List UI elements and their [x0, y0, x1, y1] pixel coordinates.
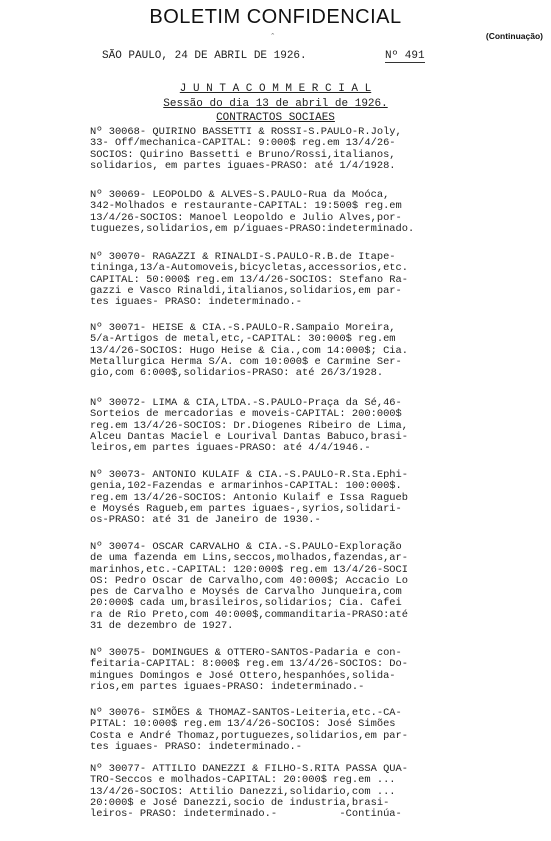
entry-line: e Moysés Ragueb,em partes iguaes-,syrios,solidari-	[90, 502, 402, 515]
entry-line: Nº 30069- LEOPOLDO & ALVES-S.PAULO-Rua da Moóca,	[90, 189, 390, 201]
entry-line: 342-Molhados e restaurante-CAPITAL: 19:500$ reg.em	[90, 200, 402, 213]
entry-line: gazzi e Vasco Rinaldi,italianos,solidarios,em par-	[90, 284, 402, 297]
entry-line: de uma fazenda em Lins,seccos,molhados,fazendas,ar-	[90, 552, 409, 565]
entry-line: tuguezes,solidarios,em p/iguaes-PRASO:indeterminado.	[90, 222, 415, 235]
entry-line: solidarios, em partes iguaes-PRASO: até 1/4/1928.	[90, 159, 396, 172]
bulletin-number: Nº 491	[385, 50, 425, 62]
entry-line: TRO-Seccos e molhados-CAPITAL: 20:000$ reg.em ...	[90, 774, 396, 787]
entry-line: tes iguaes- PRASO: indeterminado.-	[90, 740, 303, 753]
contract-entry	[90, 127, 550, 172]
entry-line: 31 de dezembro de 1927.	[90, 620, 234, 633]
entry-line: leiros,em partes iguaes-PRASO: até 4/4/1946.-	[90, 442, 371, 455]
entry-line: Alceu Dantas Maciel e Lourival Dantas Babuco,brasi-	[90, 430, 409, 443]
entry-line: Nº 30075- DOMINGUES & OTTERO-SANTOS-Padaria e con-	[90, 647, 402, 659]
entry-line: pes de Carvalho e Moysés de Carvalho Junqueira,com	[90, 586, 402, 599]
contract-entry	[90, 323, 550, 379]
entry-line: Nº 30071- HEISE & CIA.-S.PAULO-R.Sampaio Moreira,	[90, 322, 396, 334]
entry-line: 13/4/26-SOCIOS: Hugo Heise & Cia.,com 14:000$; Cia.	[90, 344, 409, 357]
entry-line: 5/a-Artigos de metal,etc,-CAPITAL: 30:000$ reg.em	[90, 333, 396, 346]
date-line: SÃO PAULO, 24 DE ABRIL DE 1926.	[102, 50, 307, 62]
entry-line: os-PRASO: até 31 de Janeiro de 1930.-	[90, 514, 321, 527]
section-subheading: CONTRACTOS SOCIAES	[216, 112, 335, 124]
entry-line: Sorteios de mercadorias e moveis-CAPITAL: 200:000$	[90, 408, 402, 421]
contract-entry	[90, 470, 550, 526]
entry-line: 20:000$ cada um,brasileiros,solidarios; Cia. Cafei	[90, 597, 402, 610]
contract-entry	[90, 648, 550, 693]
entry-line: mingues Domingos e José Ottero,hespanhóes,solida-	[90, 669, 396, 682]
entry-line: 33- Off/mechanica-CAPITAL: 9:000$ reg.em 13/4/26-	[90, 137, 396, 150]
section-heading: J U N T A C O M M E R C I A L	[179, 83, 372, 95]
continuation-note: (Continuação)	[485, 31, 543, 41]
entry-line: leiros- PRASO: indeterminado.- -Continúa-	[90, 808, 402, 821]
contract-entry	[90, 708, 550, 753]
entry-line: Nº 30076- SIMÕES & THOMAZ-SANTOS-Leiteria,etc.-CA-	[90, 707, 402, 719]
entry-line: Metallurgica Herma S/A. com 10:000$ e Carmine Ser-	[90, 355, 402, 368]
entry-line: 13/4/26-SOCIOS: Attilio Danezzi,solidario,com ...	[90, 785, 396, 798]
contract-entry	[90, 252, 550, 308]
session-date: Sessão do dia 13 de abril de 1926.	[163, 98, 388, 110]
entry-line: Nº 30072- LIMA & CIA,LTDA.-S.PAULO-Praça da Sé,46-	[90, 397, 402, 409]
tick-mark: ˆ	[270, 33, 276, 43]
entry-line: OS: Pedro Oscar de Carvalho,com 40:000$; Accacio Lo	[90, 574, 409, 587]
contract-entry	[90, 764, 550, 820]
entry-line: marinhos,etc.-CAPITAL: 120:000$ reg.em 13/4/26-SOCI	[90, 563, 409, 576]
bulletin-title: BOLETIM CONFIDENCIAL	[149, 6, 402, 28]
entry-line: SOCIOS: Quirino Bassetti e Bruno/Rossi,italianos,	[90, 148, 396, 161]
entry-line: genia,102-Fazendas e armarinhos-CAPITAL: 100:000$.	[90, 480, 402, 493]
entry-line: 13/4/26-SOCIOS: Manoel Leopoldo e Julio Alves,por-	[90, 211, 402, 224]
entry-line: gio,com 6:000$,solidarios-PRASO: até 26/3/1928.	[90, 367, 384, 380]
contract-entry	[90, 190, 550, 235]
entry-line: Nº 30077- ATTILIO DANEZZI & FILHO-S.RITA PASSA QUA-	[90, 763, 409, 775]
entry-line: feitaria-CAPITAL: 8:000$ reg.em 13/4/26-SOCIOS: Do-	[90, 658, 409, 671]
entry-line: rios,em partes iguaes-PRASO: indeterminado.-	[90, 680, 365, 693]
entry-line: 20:000$ e José Danezzi,socio de industria,brasi-	[90, 796, 390, 809]
entry-line: tininga,13/a-Automoveis,bicycletas,accessorios,etc.	[90, 262, 409, 275]
entry-line: Nº 30073- ANTONIO KULAIF & CIA.-S.PAULO-R.Sta.Ephi-	[90, 469, 409, 481]
entry-line: CAPITAL: 50:000$ reg.em 13/4/26-SOCIOS: Stefano Ra-	[90, 273, 409, 286]
entry-line: PITAL: 10:000$ reg.em 13/4/26-SOCIOS: José Simões	[90, 718, 396, 731]
entry-line: Costa e André Thomaz,portuguezes,solidarios,em par-	[90, 729, 409, 742]
entry-line: tes iguaes- PRASO: indeterminado.-	[90, 296, 303, 309]
contract-entry	[90, 542, 550, 632]
entry-line: ra de Rio Preto,com 40:000$,commanditaria-PRASO:até	[90, 608, 409, 621]
contract-entry	[90, 398, 550, 454]
entry-line: reg.em 13/4/26-SOCIOS: Dr.Diogenes Ribeiro de Lima,	[90, 419, 409, 432]
entry-line: Nº 30074- OSCAR CARVALHO & CIA.-S.PAULO-Exploração	[90, 541, 402, 553]
entry-line: Nº 30068- QUIRINO BASSETTI & ROSSI-S.PAULO-R.Joly,	[90, 126, 402, 138]
entry-line: reg.em 13/4/26-SOCIOS: Antonio Kulaif e Issa Ragueb	[90, 491, 409, 504]
entry-line: Nº 30070- RAGAZZI & RINALDI-S.PAULO-R.B.de Itape-	[90, 251, 396, 263]
